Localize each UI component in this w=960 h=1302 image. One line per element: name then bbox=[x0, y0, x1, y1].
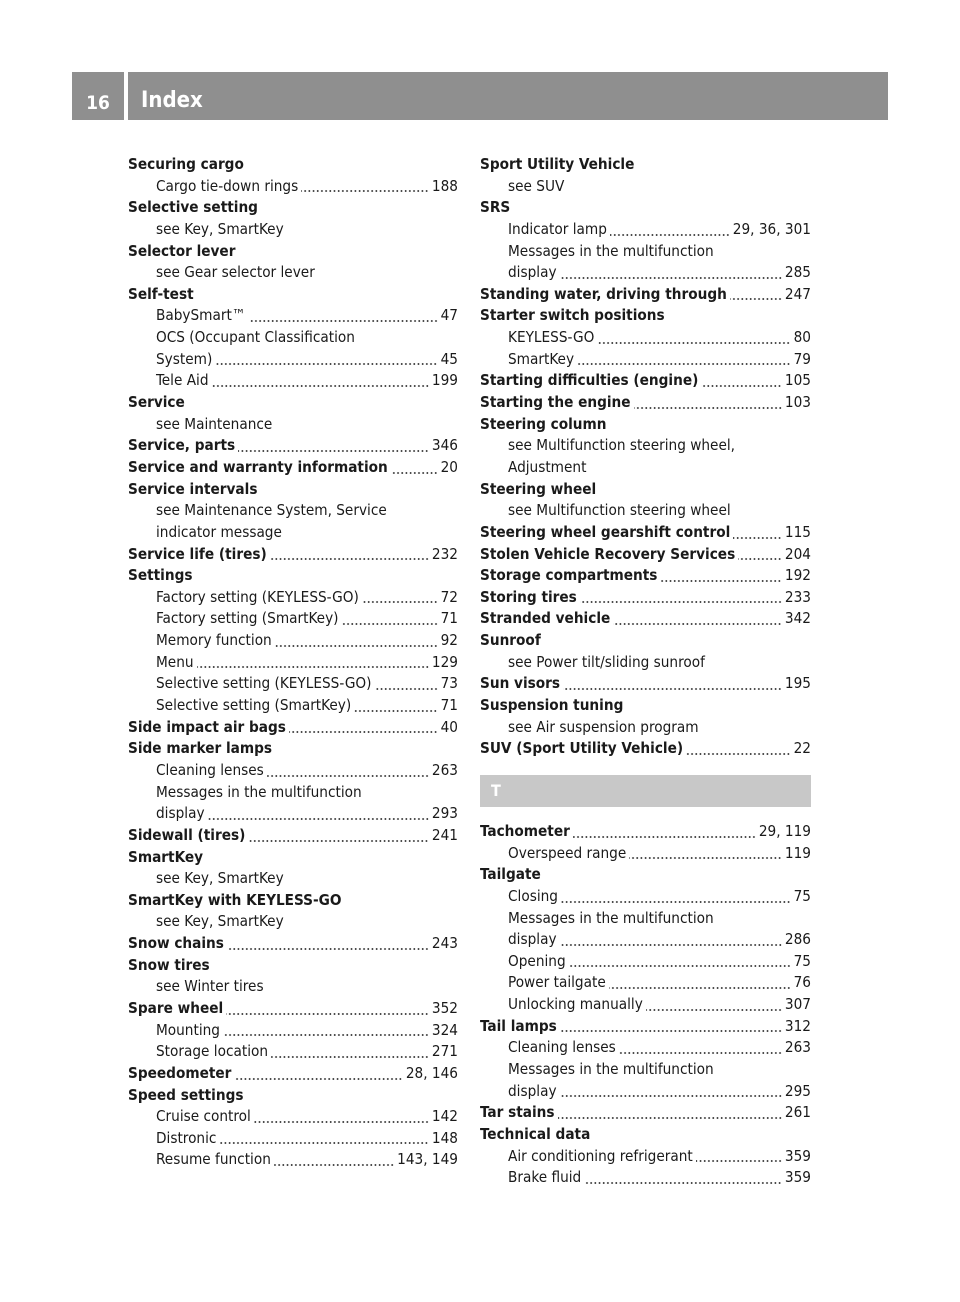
index-subentry bbox=[128, 652, 458, 674]
entry-term: Messages in the multifunction bbox=[508, 241, 714, 260]
index-subentry bbox=[128, 349, 458, 371]
index-column-right bbox=[480, 154, 811, 1189]
page-reference[interactable]: 243 bbox=[431, 934, 458, 953]
index-subentry bbox=[128, 305, 458, 327]
entry-term: Storage compartments bbox=[480, 566, 658, 585]
dot-leader bbox=[563, 673, 782, 695]
entry-term: see Maintenance System, Service bbox=[156, 501, 387, 520]
page-reference[interactable]: 352 bbox=[431, 998, 458, 1017]
index-subentry bbox=[480, 349, 811, 371]
page-reference[interactable]: 72 bbox=[440, 587, 458, 606]
index-subentry bbox=[128, 1041, 458, 1063]
index-subentry bbox=[128, 868, 458, 890]
entry-term: Sun visors bbox=[480, 674, 561, 693]
dot-leader bbox=[223, 1020, 429, 1042]
entry-term: Selective setting (KEYLESS-GO) bbox=[156, 674, 372, 693]
dot-leader bbox=[660, 565, 781, 587]
page-reference[interactable]: 20 bbox=[440, 457, 458, 476]
entry-term: see Key, SmartKey bbox=[156, 912, 284, 931]
dot-leader bbox=[354, 695, 437, 717]
dot-leader bbox=[560, 929, 782, 951]
entry-term: OCS (Occupant Classification bbox=[156, 328, 355, 347]
dot-leader bbox=[629, 843, 782, 865]
index-entry bbox=[128, 890, 458, 912]
entry-term: BabySmart™ bbox=[156, 306, 246, 325]
dot-leader bbox=[560, 262, 782, 284]
page-reference[interactable]: 75 bbox=[793, 886, 811, 905]
page-reference[interactable]: 204 bbox=[784, 544, 811, 563]
index-subentry bbox=[480, 652, 811, 674]
page-reference[interactable]: 79 bbox=[793, 349, 811, 368]
entry-term: Technical data bbox=[480, 1124, 591, 1143]
page-reference[interactable]: 29, 36, 301 bbox=[732, 219, 811, 238]
dot-leader bbox=[577, 349, 791, 371]
entry-term: Selective setting bbox=[128, 198, 258, 217]
index-entry bbox=[128, 457, 458, 479]
page-reference[interactable]: 232 bbox=[431, 544, 458, 563]
dot-leader bbox=[238, 435, 429, 457]
index-entry bbox=[128, 479, 458, 501]
entry-term: display bbox=[508, 263, 557, 282]
index-entry bbox=[480, 479, 811, 501]
entry-term: SUV (Sport Utility Vehicle) bbox=[480, 739, 684, 758]
page-reference[interactable]: 312 bbox=[784, 1016, 811, 1035]
dot-leader bbox=[738, 544, 782, 566]
index-subentry bbox=[128, 522, 458, 544]
entry-term: Tailgate bbox=[480, 865, 541, 884]
entry-term: SmartKey bbox=[508, 349, 575, 368]
entry-term: Factory setting (SmartKey) bbox=[156, 609, 339, 628]
index-entry bbox=[128, 154, 458, 176]
entry-term: Service life (tires) bbox=[128, 544, 267, 563]
dot-leader bbox=[610, 219, 730, 241]
entry-term: see Gear selector lever bbox=[156, 263, 315, 282]
page-reference[interactable]: 195 bbox=[784, 674, 811, 693]
dot-leader bbox=[274, 1149, 394, 1171]
dot-leader bbox=[289, 717, 438, 739]
index-subentry bbox=[480, 1146, 811, 1168]
index-entry bbox=[480, 821, 811, 843]
index-entry bbox=[128, 392, 458, 414]
entry-term: display bbox=[508, 1081, 557, 1100]
index-subentry bbox=[128, 219, 458, 241]
page-reference[interactable]: 359 bbox=[784, 1146, 811, 1165]
page-reference[interactable]: 71 bbox=[440, 609, 458, 628]
entry-term: System) bbox=[156, 349, 213, 368]
index-subentry bbox=[128, 695, 458, 717]
page-reference[interactable]: 29, 119 bbox=[758, 821, 811, 840]
entry-term: Service, parts bbox=[128, 436, 236, 455]
page-reference[interactable]: 261 bbox=[784, 1103, 811, 1122]
index-entry bbox=[128, 544, 458, 566]
page-reference[interactable]: 263 bbox=[784, 1038, 811, 1057]
dot-leader bbox=[573, 821, 756, 843]
index-subentry bbox=[480, 1037, 811, 1059]
dot-leader bbox=[342, 608, 438, 630]
index-entry bbox=[480, 587, 811, 609]
index-entry bbox=[480, 695, 811, 717]
index-entry bbox=[128, 1063, 458, 1085]
index-subentry bbox=[128, 760, 458, 782]
entry-term: Brake fluid bbox=[508, 1168, 582, 1187]
index-subentry bbox=[128, 327, 458, 349]
page-reference[interactable]: 148 bbox=[431, 1128, 458, 1147]
dot-leader bbox=[609, 972, 791, 994]
page-reference[interactable]: 40 bbox=[440, 717, 458, 736]
index-subentry bbox=[480, 457, 811, 479]
dot-leader bbox=[375, 673, 438, 695]
entry-term: Starting difficulties (engine) bbox=[480, 371, 699, 390]
page-number: 16 bbox=[86, 92, 110, 114]
entry-term: Side marker lamps bbox=[128, 739, 273, 758]
index-entry bbox=[480, 414, 811, 436]
entry-term: Steering column bbox=[480, 414, 607, 433]
index-subentry bbox=[480, 972, 811, 994]
entry-term: see Air suspension program bbox=[508, 717, 699, 736]
entry-term: Suspension tuning bbox=[480, 696, 624, 715]
page-reference[interactable]: 103 bbox=[784, 393, 811, 412]
entry-term: Sidewall (tires) bbox=[128, 825, 246, 844]
index-entry bbox=[480, 673, 811, 695]
index-entry bbox=[480, 154, 811, 176]
dot-leader bbox=[212, 370, 429, 392]
entry-term: Mounting bbox=[156, 1020, 220, 1039]
entry-term: SRS bbox=[480, 198, 511, 217]
dot-leader bbox=[580, 587, 782, 609]
page-reference[interactable]: 247 bbox=[784, 284, 811, 303]
page-reference[interactable]: 359 bbox=[784, 1168, 811, 1187]
dot-leader bbox=[391, 457, 438, 479]
dot-leader bbox=[254, 1106, 429, 1128]
entry-term: Memory function bbox=[156, 631, 272, 650]
index-entry bbox=[480, 565, 811, 587]
dot-leader bbox=[733, 522, 782, 544]
entry-term: Tail lamps bbox=[480, 1016, 557, 1035]
dot-leader bbox=[558, 1102, 782, 1124]
index-subentry bbox=[480, 994, 811, 1016]
entry-term: display bbox=[508, 930, 557, 949]
index-subentry bbox=[480, 176, 811, 198]
entry-term: Selective setting (SmartKey) bbox=[156, 696, 352, 715]
dot-leader bbox=[215, 349, 437, 371]
entry-term: Messages in the multifunction bbox=[508, 1059, 714, 1078]
index-entry bbox=[128, 717, 458, 739]
entry-term: Selector lever bbox=[128, 241, 236, 260]
index-entry bbox=[480, 370, 811, 392]
entry-term: Starting the engine bbox=[480, 393, 631, 412]
index-entry bbox=[480, 544, 811, 566]
entry-term: see Key, SmartKey bbox=[156, 869, 284, 888]
dot-leader bbox=[560, 1081, 782, 1103]
index-entry bbox=[128, 435, 458, 457]
page-reference[interactable]: 143, 149 bbox=[397, 1150, 458, 1169]
dot-leader bbox=[634, 392, 782, 414]
index-entry bbox=[480, 738, 811, 760]
index-entry bbox=[480, 630, 811, 652]
page-reference[interactable]: 192 bbox=[784, 566, 811, 585]
index-subentry bbox=[480, 262, 811, 284]
entry-term: Snow tires bbox=[128, 955, 210, 974]
index-entry bbox=[128, 933, 458, 955]
index-subentry bbox=[128, 630, 458, 652]
page-reference[interactable]: 47 bbox=[440, 306, 458, 325]
page-reference[interactable]: 71 bbox=[440, 696, 458, 715]
page-reference[interactable]: 346 bbox=[431, 436, 458, 455]
page-reference[interactable]: 119 bbox=[784, 843, 811, 862]
section-header: T bbox=[480, 775, 811, 807]
page-reference[interactable]: 45 bbox=[440, 349, 458, 368]
index-subentry bbox=[128, 1020, 458, 1042]
entry-term: Securing cargo bbox=[128, 155, 244, 173]
page-reference[interactable]: 80 bbox=[793, 328, 811, 347]
entry-term: Distronic bbox=[156, 1128, 217, 1147]
index-subentry bbox=[480, 717, 811, 739]
page-reference[interactable]: 199 bbox=[431, 371, 458, 390]
entry-term: Messages in the multifunction bbox=[508, 908, 714, 927]
entry-term: Messages in the multifunction bbox=[156, 782, 362, 801]
dot-leader bbox=[584, 1167, 782, 1189]
entry-term: see Multifunction steering wheel bbox=[508, 501, 731, 520]
index-subentry bbox=[128, 1128, 458, 1150]
entry-term: Side impact air bags bbox=[128, 717, 286, 736]
entry-term: Self-test bbox=[128, 284, 194, 303]
entry-term: Stolen Vehicle Recovery Services bbox=[480, 544, 736, 563]
index-entry bbox=[480, 1102, 811, 1124]
index-entry bbox=[128, 738, 458, 760]
page-reference[interactable]: 188 bbox=[431, 176, 458, 195]
entry-term: Speedometer bbox=[128, 1063, 232, 1082]
dot-leader bbox=[561, 886, 791, 908]
index-entry bbox=[480, 1124, 811, 1146]
dot-leader bbox=[275, 630, 438, 652]
entry-term: SmartKey bbox=[128, 847, 204, 866]
page-reference[interactable]: 233 bbox=[784, 587, 811, 606]
page-reference[interactable]: 293 bbox=[431, 804, 458, 823]
index-entry bbox=[128, 825, 458, 847]
entry-term: display bbox=[156, 804, 205, 823]
entry-term: Overspeed range bbox=[508, 843, 627, 862]
page-reference[interactable]: 75 bbox=[793, 951, 811, 970]
page-reference[interactable]: 73 bbox=[440, 674, 458, 693]
index-subentry bbox=[480, 219, 811, 241]
dot-leader bbox=[267, 760, 429, 782]
index-entry bbox=[128, 847, 458, 869]
index-subentry bbox=[480, 500, 811, 522]
entry-term: see SUV bbox=[508, 176, 565, 195]
entry-term: see Multifunction steering wheel, bbox=[508, 436, 735, 455]
dot-leader bbox=[249, 305, 438, 327]
index-subentry bbox=[480, 929, 811, 951]
dot-leader bbox=[597, 327, 790, 349]
index-subentry bbox=[128, 1149, 458, 1171]
index-subentry bbox=[128, 587, 458, 609]
page-reference[interactable]: 285 bbox=[784, 263, 811, 282]
dot-leader bbox=[301, 176, 429, 198]
entry-term: Adjustment bbox=[508, 457, 587, 476]
page-reference[interactable]: 22 bbox=[793, 739, 811, 758]
entry-term: see Power tilt/sliding sunroof bbox=[508, 652, 705, 671]
index-entry bbox=[128, 197, 458, 219]
page-reference[interactable]: 271 bbox=[431, 1042, 458, 1061]
page-reference[interactable]: 92 bbox=[440, 631, 458, 650]
entry-term: Service and warranty information bbox=[128, 457, 388, 476]
header-divider bbox=[124, 72, 128, 120]
entry-term: Steering wheel gearshift control bbox=[480, 522, 731, 541]
entry-term: indicator message bbox=[156, 522, 282, 541]
index-subentry bbox=[128, 176, 458, 198]
index-entry bbox=[480, 197, 811, 219]
index-subentry bbox=[128, 500, 458, 522]
dot-leader bbox=[227, 933, 429, 955]
entry-term: Cruise control bbox=[156, 1107, 251, 1126]
entry-term: Cargo tie-down rings bbox=[156, 176, 299, 195]
index-subentry bbox=[128, 673, 458, 695]
index-subentry bbox=[480, 908, 811, 930]
entry-term: Menu bbox=[156, 652, 194, 671]
index-subentry bbox=[128, 414, 458, 436]
entry-term: Spare wheel bbox=[128, 998, 224, 1017]
dot-leader bbox=[226, 998, 429, 1020]
dot-leader bbox=[208, 803, 429, 825]
page-reference[interactable]: 286 bbox=[784, 930, 811, 949]
index-entry bbox=[128, 998, 458, 1020]
entry-term: see Key, SmartKey bbox=[156, 219, 284, 238]
index-subentry bbox=[128, 1106, 458, 1128]
page-reference[interactable]: 76 bbox=[793, 973, 811, 992]
dot-leader bbox=[271, 1041, 429, 1063]
entry-term: Factory setting (KEYLESS-GO) bbox=[156, 587, 359, 606]
dot-leader bbox=[362, 587, 438, 609]
entry-term: Service bbox=[128, 393, 185, 412]
index-subentry bbox=[480, 435, 811, 457]
index-entry bbox=[128, 284, 458, 306]
index-entry bbox=[480, 608, 811, 630]
index-entry bbox=[128, 955, 458, 977]
index-entry bbox=[128, 1085, 458, 1107]
entry-term: Sport Utility Vehicle bbox=[480, 155, 635, 173]
page-reference[interactable]: 342 bbox=[784, 609, 811, 628]
index-subentry bbox=[128, 782, 458, 804]
index-entry bbox=[480, 305, 811, 327]
dot-leader bbox=[197, 652, 429, 674]
index-subentry bbox=[480, 1167, 811, 1189]
index-subentry bbox=[480, 886, 811, 908]
dot-leader bbox=[613, 608, 782, 630]
dot-leader bbox=[619, 1037, 782, 1059]
entry-term: Starter switch positions bbox=[480, 306, 665, 325]
entry-term: see Winter tires bbox=[156, 977, 264, 996]
index-subentry bbox=[128, 608, 458, 630]
index-subentry bbox=[480, 951, 811, 973]
index-entry bbox=[480, 522, 811, 544]
index-subentry bbox=[128, 976, 458, 998]
entry-term: Snow chains bbox=[128, 934, 224, 953]
dot-leader bbox=[248, 825, 429, 847]
dot-leader bbox=[646, 994, 782, 1016]
index-entry bbox=[480, 864, 811, 886]
entry-term: Resume function bbox=[156, 1150, 271, 1169]
page-reference[interactable]: 142 bbox=[431, 1107, 458, 1126]
index-subentry bbox=[480, 843, 811, 865]
index-entry bbox=[128, 241, 458, 263]
page-reference[interactable]: 263 bbox=[431, 760, 458, 779]
entry-term: Cleaning lenses bbox=[156, 760, 264, 779]
dot-leader bbox=[219, 1128, 429, 1150]
page-reference[interactable]: 295 bbox=[784, 1081, 811, 1100]
page-reference[interactable]: 105 bbox=[784, 371, 811, 390]
dot-leader bbox=[569, 951, 791, 973]
index-subentry bbox=[128, 370, 458, 392]
entry-term: Stranded vehicle bbox=[480, 609, 611, 628]
dot-leader bbox=[730, 284, 782, 306]
entry-term: Closing bbox=[508, 886, 558, 905]
index-column-left bbox=[128, 154, 458, 1171]
entry-term: Tele Aid bbox=[156, 371, 209, 390]
index-subentry bbox=[128, 803, 458, 825]
page-reference[interactable]: 115 bbox=[784, 522, 811, 541]
index-entry bbox=[480, 392, 811, 414]
entry-term: Power tailgate bbox=[508, 973, 606, 992]
dot-leader bbox=[686, 738, 790, 760]
dot-leader bbox=[234, 1063, 402, 1085]
entry-term: Storage location bbox=[156, 1042, 269, 1061]
entry-term: Air conditioning refrigerant bbox=[508, 1146, 693, 1165]
entry-term: Storing tires bbox=[480, 587, 577, 606]
entry-term: Tachometer bbox=[480, 821, 570, 840]
entry-term: SmartKey with KEYLESS-GO bbox=[128, 890, 342, 909]
entry-term: Opening bbox=[508, 951, 566, 970]
entry-term: KEYLESS-GO bbox=[508, 328, 595, 347]
dot-leader bbox=[701, 370, 782, 392]
entry-term: Cleaning lenses bbox=[508, 1038, 616, 1057]
index-subentry bbox=[480, 1081, 811, 1103]
index-entry bbox=[480, 1016, 811, 1038]
dot-leader bbox=[270, 544, 429, 566]
page-title: Index bbox=[141, 88, 203, 113]
entry-term: Standing water, driving through bbox=[480, 284, 727, 303]
entry-term: Service intervals bbox=[128, 479, 258, 498]
index-subentry bbox=[128, 262, 458, 284]
entry-term: see Maintenance bbox=[156, 414, 273, 433]
page-reference[interactable]: 241 bbox=[431, 825, 458, 844]
page-reference[interactable]: 28, 146 bbox=[405, 1063, 458, 1082]
entry-term: Sunroof bbox=[480, 631, 541, 650]
index-entry bbox=[480, 284, 811, 306]
index-subentry bbox=[480, 327, 811, 349]
page-reference[interactable]: 324 bbox=[431, 1020, 458, 1039]
index-subentry bbox=[128, 911, 458, 933]
index-entry bbox=[128, 565, 458, 587]
entry-term: Steering wheel bbox=[480, 479, 597, 498]
entry-term: Settings bbox=[128, 566, 193, 585]
page-reference[interactable]: 129 bbox=[431, 652, 458, 671]
entry-term: Tar stains bbox=[480, 1103, 555, 1122]
dot-leader bbox=[560, 1016, 782, 1038]
dot-leader bbox=[696, 1146, 782, 1168]
entry-term: Indicator lamp bbox=[508, 219, 607, 238]
entry-term: Speed settings bbox=[128, 1085, 244, 1104]
index-subentry bbox=[480, 1059, 811, 1081]
index-subentry bbox=[480, 241, 811, 263]
entry-term: Unlocking manually bbox=[508, 995, 643, 1014]
page-reference[interactable]: 307 bbox=[784, 995, 811, 1014]
